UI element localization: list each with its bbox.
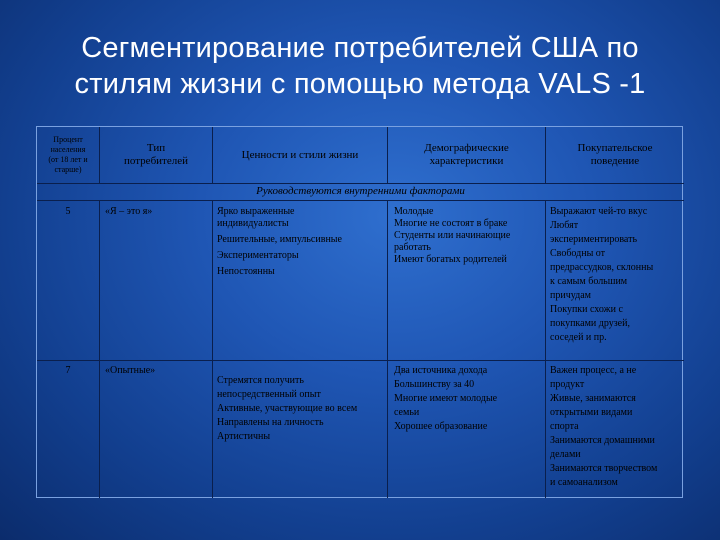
header-demographics [388,127,545,183]
row1-behavior [550,206,682,344]
row1-behavior-line: предрассудков, склонны [550,262,654,273]
header-behavior-line: поведение [590,155,640,167]
row2-behavior-line: продукт [550,379,585,390]
header-behavior-line: Покупательское [577,142,653,154]
col-divider-4 [545,200,546,498]
vals-table [36,126,683,498]
row1-values-line: Решительные, импульсивные [217,234,342,245]
row2-type: «Опытные» [105,365,156,376]
row1-demographics [394,206,544,266]
col-divider-1 [99,200,100,498]
group-label: Руководствуются внутренними факторами [256,185,465,197]
row1-behavior-line: Любят [550,220,579,231]
row1-demo-line: Имеют богатых родителей [394,254,507,265]
row2-behavior [550,365,682,489]
row2-demo-line: семьи [394,407,420,418]
row2-behavior-line: открытыми видами [550,407,633,418]
row1-values [217,206,385,278]
row2-demo-line: Два источника дохода [394,365,488,376]
row2-percent: 7 [65,365,71,376]
slide-title-line-2: стилям жизни с помощью метода VALS -1 [74,68,646,100]
row1-demo-line: Многие не состоят в браке [394,218,508,229]
row2-behavior-line: Занимаются домашними [550,435,655,446]
row2-behavior-line: Важен процесс, а не [550,365,637,376]
row1-values-line: Ярко выраженные [217,206,295,217]
header-values [213,127,387,183]
header-behavior [546,127,684,183]
row1-behavior-line: причудам [550,290,591,301]
row1-demo-line: Молодые [394,206,434,217]
row2-values-line: Активные, участвующие во всем [217,403,358,414]
row1-behavior-line: Выражают чей-то вкус [550,206,648,217]
row-divider [37,360,684,361]
header-percent-line: Процент [53,135,83,144]
row1-percent: 5 [65,206,71,217]
row1-values-line: Экспериментаторы [217,250,299,261]
row2-values-line: Направлены на личность [217,417,324,428]
row1-behavior-line: Покупки схожи с [550,304,623,315]
col-divider-3 [387,200,388,498]
row2-behavior-line: Живые, занимаются [550,393,636,404]
row1-demo-line: работать [394,242,431,253]
header-percent-line: населения [50,145,86,154]
header-type-line: потребителей [124,155,188,167]
header-type-line: Тип [146,142,166,154]
header-values-line: Ценности и стили жизни [241,148,359,161]
header-percent-line: старше) [54,165,82,174]
row2-demo-line: Большинству за 40 [394,379,475,390]
row2-values-line: Артистичны [217,431,271,442]
row2-demo-line: Многие имеют молодые [394,393,498,404]
row2-behavior-line: и самоанализом [550,477,618,488]
row2-values-line: непосредственный опыт [217,389,321,400]
row1-values-line: индивидуалисты [217,218,289,229]
header-type [100,127,212,183]
row1-values-line: Непостоянны [217,266,275,277]
header-percent [37,127,99,183]
row2-behavior-line: делами [550,449,581,460]
row1-behavior-line: к самым большим [550,276,628,287]
row1-behavior-line: Свободны от [550,248,606,259]
header-demo-line: характеристики [429,155,504,167]
header-demo-line: Демографические [424,142,509,154]
slide-title [20,30,700,102]
row2-behavior-line: спорта [550,421,579,432]
row2-behavior-line: Занимаются творчеством [550,463,658,474]
row2-demographics [394,365,544,433]
row2-demo-line: Хорошее образование [394,421,488,432]
row2-values-line: Стремятся получить [217,375,304,386]
slide-title-line-1: Сегментирование потребителей США по [81,32,639,64]
row1-behavior-line: соседей и пр. [550,332,607,343]
row1-behavior-line: покупками друзей, [550,318,630,329]
row2-values [217,375,385,443]
group-bottom-rule [37,200,684,201]
row1-demo-line: Студенты или начинающие [394,230,511,241]
row1-behavior-line: экспериментировать [550,234,638,245]
header-percent-line: (от 18 лет и [48,155,88,164]
row1-type: «Я – это я» [105,206,153,217]
col-divider-2 [212,200,213,498]
